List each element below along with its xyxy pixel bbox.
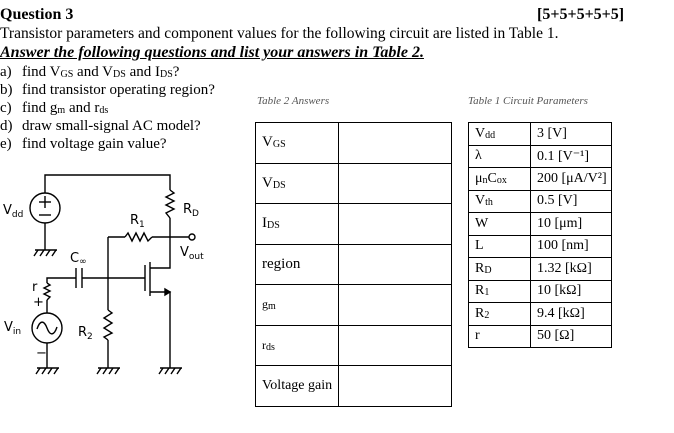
- answer-label: [256, 366, 339, 407]
- name-sub: D: [484, 264, 492, 276]
- parameter-name: [469, 213, 531, 236]
- name-main: μ: [475, 170, 483, 186]
- parameter-name: [469, 303, 531, 326]
- parameter-row: [469, 235, 612, 258]
- question-b: b) find transistor operating region?: [0, 82, 215, 98]
- answer-field[interactable]: [339, 163, 452, 204]
- question-a: a) find $V_{GS}$ and $V_{DS}$ and $I_{DS}$?: [0, 64, 180, 80]
- table1-caption: Table 1 Circuit Parameters: [468, 95, 588, 107]
- name-main: r: [475, 328, 480, 344]
- question-e: e) find voltage gain value?: [0, 136, 167, 152]
- label-sub: ds: [266, 341, 275, 353]
- question-c: c) find $g_m$ and $r_{ds}$: [0, 100, 109, 116]
- rd-resistor-icon: [166, 190, 174, 218]
- name-main: R: [475, 260, 485, 276]
- label-main: V: [262, 174, 273, 191]
- answer-row: [256, 244, 452, 285]
- label-sub: DS: [272, 179, 286, 191]
- vout-label: $V_{out}$: [180, 245, 204, 262]
- parameter-row: [469, 280, 612, 303]
- answer-row: [256, 204, 452, 245]
- r2-resistor-icon: [104, 310, 112, 340]
- answer-label: [256, 285, 339, 326]
- answer-field[interactable]: [339, 366, 452, 407]
- parameter-value: 10 [kΩ]: [531, 280, 612, 303]
- label-sub: m: [268, 301, 276, 313]
- parameter-value: 1.32 [kΩ]: [531, 258, 612, 281]
- r2-label: $R_2$: [78, 325, 93, 342]
- answer-label: [256, 123, 339, 164]
- answers-table: [255, 122, 452, 407]
- name-main: V: [475, 193, 486, 209]
- name-sub: ox: [496, 174, 507, 186]
- answer-row: [256, 285, 452, 326]
- parameter-name: [469, 280, 531, 303]
- parameter-name: [469, 235, 531, 258]
- parameter-name: [469, 258, 531, 281]
- parameter-row: [469, 145, 612, 168]
- parameter-value: 9.4 [kΩ]: [531, 303, 612, 326]
- label-main: I: [262, 215, 267, 232]
- question-d: d) draw small-signal AC model?: [0, 118, 201, 134]
- vin-minus: −: [36, 346, 47, 361]
- parameter-name: [469, 145, 531, 168]
- vin-plus: +: [33, 295, 44, 310]
- mosfet-icon: [145, 262, 170, 296]
- answer-label: [256, 325, 339, 366]
- intro-text: Transistor parameters and component values for the following circuit are listed in Table 1.: [0, 25, 559, 42]
- answer-field[interactable]: [339, 325, 452, 366]
- capacitor-icon: [76, 268, 82, 288]
- answer-row: [256, 325, 452, 366]
- name-main: L: [475, 238, 484, 254]
- name-main: λ: [475, 148, 482, 164]
- name-sub: dd: [485, 129, 496, 141]
- circuit-diagram: [0, 165, 250, 395]
- r1-label: $R_1$: [130, 213, 145, 230]
- name-main: C: [487, 170, 497, 186]
- vdd-label: $V_{dd}$: [3, 203, 24, 220]
- instruction-text: Answer the following questions and list your answers in Table 2.: [0, 44, 424, 61]
- label-main: Voltage gain: [262, 378, 333, 394]
- label-main: g: [262, 297, 268, 312]
- marks: [5+5+5+5+5]: [537, 6, 625, 23]
- parameter-row: [469, 258, 612, 281]
- answer-row: [256, 123, 452, 164]
- answer-row: [256, 366, 452, 407]
- answer-label: [256, 163, 339, 204]
- parameter-row: [469, 168, 612, 191]
- answer-field[interactable]: [339, 123, 452, 164]
- parameter-row: [469, 123, 612, 146]
- name-main: R: [475, 305, 485, 321]
- label-main: region: [262, 255, 301, 272]
- name-main: V: [475, 125, 486, 141]
- name-main: R: [475, 283, 485, 299]
- label-main: r: [262, 337, 266, 352]
- name-sub: 1: [484, 287, 490, 299]
- name-sub: th: [485, 197, 493, 209]
- name-sub: n: [482, 174, 488, 186]
- parameter-value: 3 [V]: [531, 123, 612, 146]
- parameter-value: 0.1 [V⁻¹]: [531, 145, 612, 168]
- parameter-value: 0.5 [V]: [531, 190, 612, 213]
- vdd-polarity: [39, 196, 51, 215]
- r-label: r: [32, 280, 38, 295]
- answer-label: [256, 204, 339, 245]
- answer-row: [256, 163, 452, 204]
- name-sub: 2: [484, 309, 490, 321]
- answer-field[interactable]: [339, 204, 452, 245]
- parameter-name: [469, 168, 531, 191]
- parameter-name: [469, 325, 531, 348]
- parameters-table: [468, 122, 612, 348]
- parameter-value: 100 [nm]: [531, 235, 612, 258]
- parameter-value: 10 [μm]: [531, 213, 612, 236]
- answer-label: [256, 244, 339, 285]
- table2-caption: Table 2 Answers: [257, 95, 330, 107]
- answer-field[interactable]: [339, 285, 452, 326]
- r-resistor-icon: [44, 283, 50, 300]
- parameter-row: [469, 303, 612, 326]
- parameter-name: [469, 123, 531, 146]
- parameter-row: [469, 190, 612, 213]
- vout-terminal: [189, 234, 195, 240]
- parameter-row: [469, 325, 612, 348]
- label-sub: GS: [272, 139, 286, 151]
- vin-label: $V_{in}$: [4, 320, 22, 337]
- parameter-value: 50 [Ω]: [531, 325, 612, 348]
- capacitor-label: C∞: [70, 251, 87, 267]
- parameter-name: [469, 190, 531, 213]
- answer-field[interactable]: [339, 244, 452, 285]
- parameter-value: 200 [μA/V²]: [531, 168, 612, 191]
- parameter-row: [469, 213, 612, 236]
- r1-resistor-icon: [125, 233, 152, 241]
- name-main: W: [475, 215, 489, 231]
- label-sub: DS: [267, 220, 280, 232]
- label-main: V: [262, 134, 273, 151]
- question-title: Question 3: [0, 6, 74, 23]
- sine-icon: [37, 322, 57, 334]
- rd-label: $R_D$: [183, 202, 199, 219]
